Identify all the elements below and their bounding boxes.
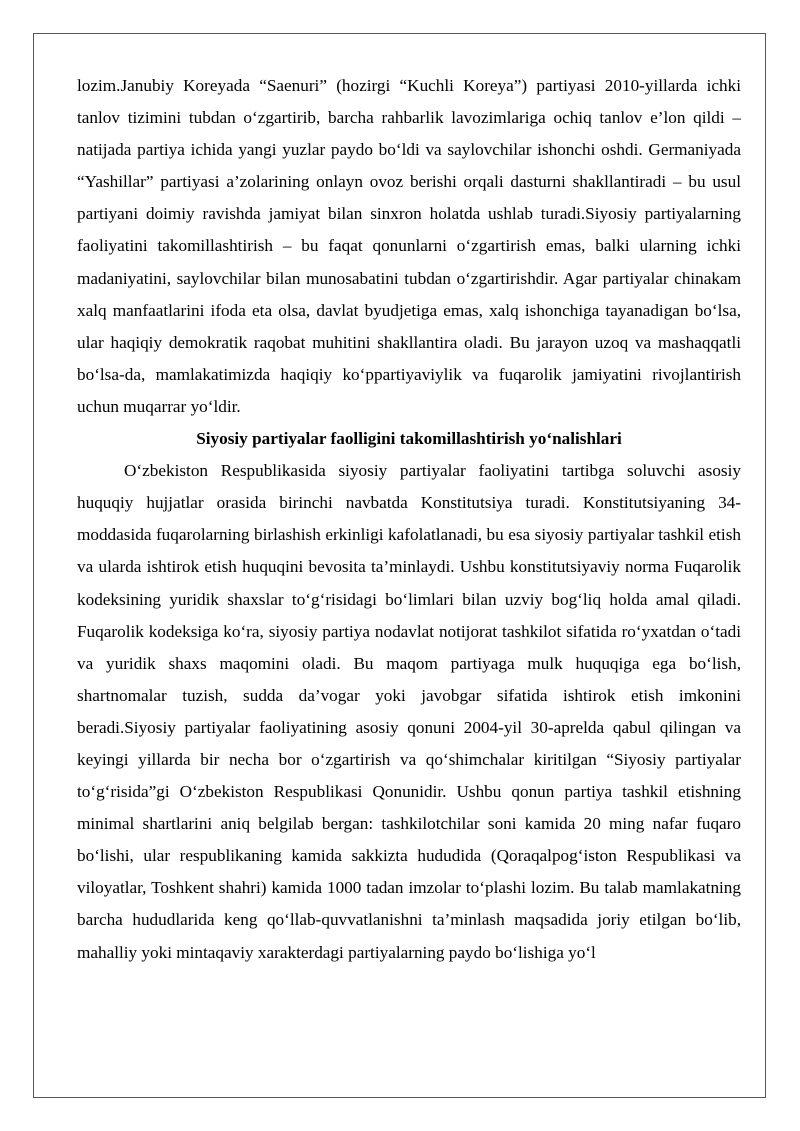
- document-body: [77, 70, 741, 969]
- paragraph-legal-framework: O‘zbekiston Respublikasida siyosiy partiyalar faoliyatini tartibga soluvchi asosiy huquqiy hujjatlar orasida birinchi navbatda Konstitutsiya turadi. Konstitutsiyaning 34-moddasida fuqarolarning birlashish erkinligi kafolatlanadi, bu esa siyosiy partiyalar tashkil etish va ularda ishtirok etish huquqini bevosita ta’minlaydi. Ushbu konstitutsiyaviy norma Fuqarolik kodeksining yuridik shaxslar to‘g‘risidagi bo‘limlari bilan uzviy bog‘liq holda amal qiladi. Fuqarolik kodeksiga ko‘ra, siyosiy partiya nodavlat notijorat tashkilot sifatida ro‘yxatdan o‘tadi va yuridik shaxs maqomini oladi. Bu maqom partiyaga mulk huquqiga ega bo‘lish, shartnomalar tuzish, sudda da’vogar yoki javobgar sifatida ishtirok etish imkonini beradi.Siyosiy partiyalar faoliyatining asosiy qonuni 2004-yil 30-aprelda qabul qilingan va keyingi yillarda bir necha bor o‘zgartirish va qo‘shimchalar kiritilgan “Siyosiy partiyalar to‘g‘risida”gi O‘zbekiston Respublikasi Qonunidir. Ushbu qonun partiya tashkil etishning minimal shartlarini aniq belgilab bergan: tashkilotchilar soni kamida 20 ming nafar fuqaro bo‘lishi, ular respublikaning kamida sakkizta hududida (Qoraqalpog‘iston Respublikasi va viloyatlar, Toshkent shahri) kamida 1000 tadan imzolar to‘plashi lozim. Bu talab mamlakatning barcha hududlarida keng qo‘llab-quvvatlanishni ta’minlash maqsadida joriy etilgan bo‘lib, mahalliy yoki mintaqaviy xarakterdagi partiyalarning paydo bo‘lishiga yo‘l: [77, 461, 741, 962]
- paragraph-continuation: lozim.Janubiy Koreyada “Saenuri” (hozirgi “Kuchli Koreya”) partiyasi 2010-yillarda ichki tanlov tizimini tubdan o‘zgartirib, barcha rahbarlik lavozimlariga ochiq tanlov e’lon qildi – natijada partiya ichida yangi yuzlar paydo bo‘ldi va saylovchilar ishonchi oshdi. Germaniyada “Yashillar” partiyasi a’zolarining onlayn ovoz berishi orqali dasturni shakllantiradi – bu usul partiyani doimiy ravishda jamiyat bilan sinxron holatda ushlab turadi.Siyosiy partiyalarning faoliyatini takomillashtirish – bu faqat qonunlarni o‘zgartirish emas, balki ularning ichki madaniyatini, saylovchilar bilan munosabatini tubdan o‘zgartirishdir. Agar partiyalar chinakam xalq manfaatlarini ifoda eta olsa, davlat byudjetiga emas, xalq ishonchiga tayanadigan bo‘lsa, ular haqiqiy demokratik raqobat muhitini shakllantira oladi. Bu jarayon uzoq va mashaqqatli bo‘lsa-da, mamlakatimizda haqiqiy ko‘ppartiyaviylik va fuqarolik jamiyatini rivojlantirish uchun muqarrar yo‘ldir.: [77, 76, 741, 416]
- section-heading: Siyosiy partiyalar faolligini takomillashtirish yo‘nalishlari: [196, 429, 622, 449]
